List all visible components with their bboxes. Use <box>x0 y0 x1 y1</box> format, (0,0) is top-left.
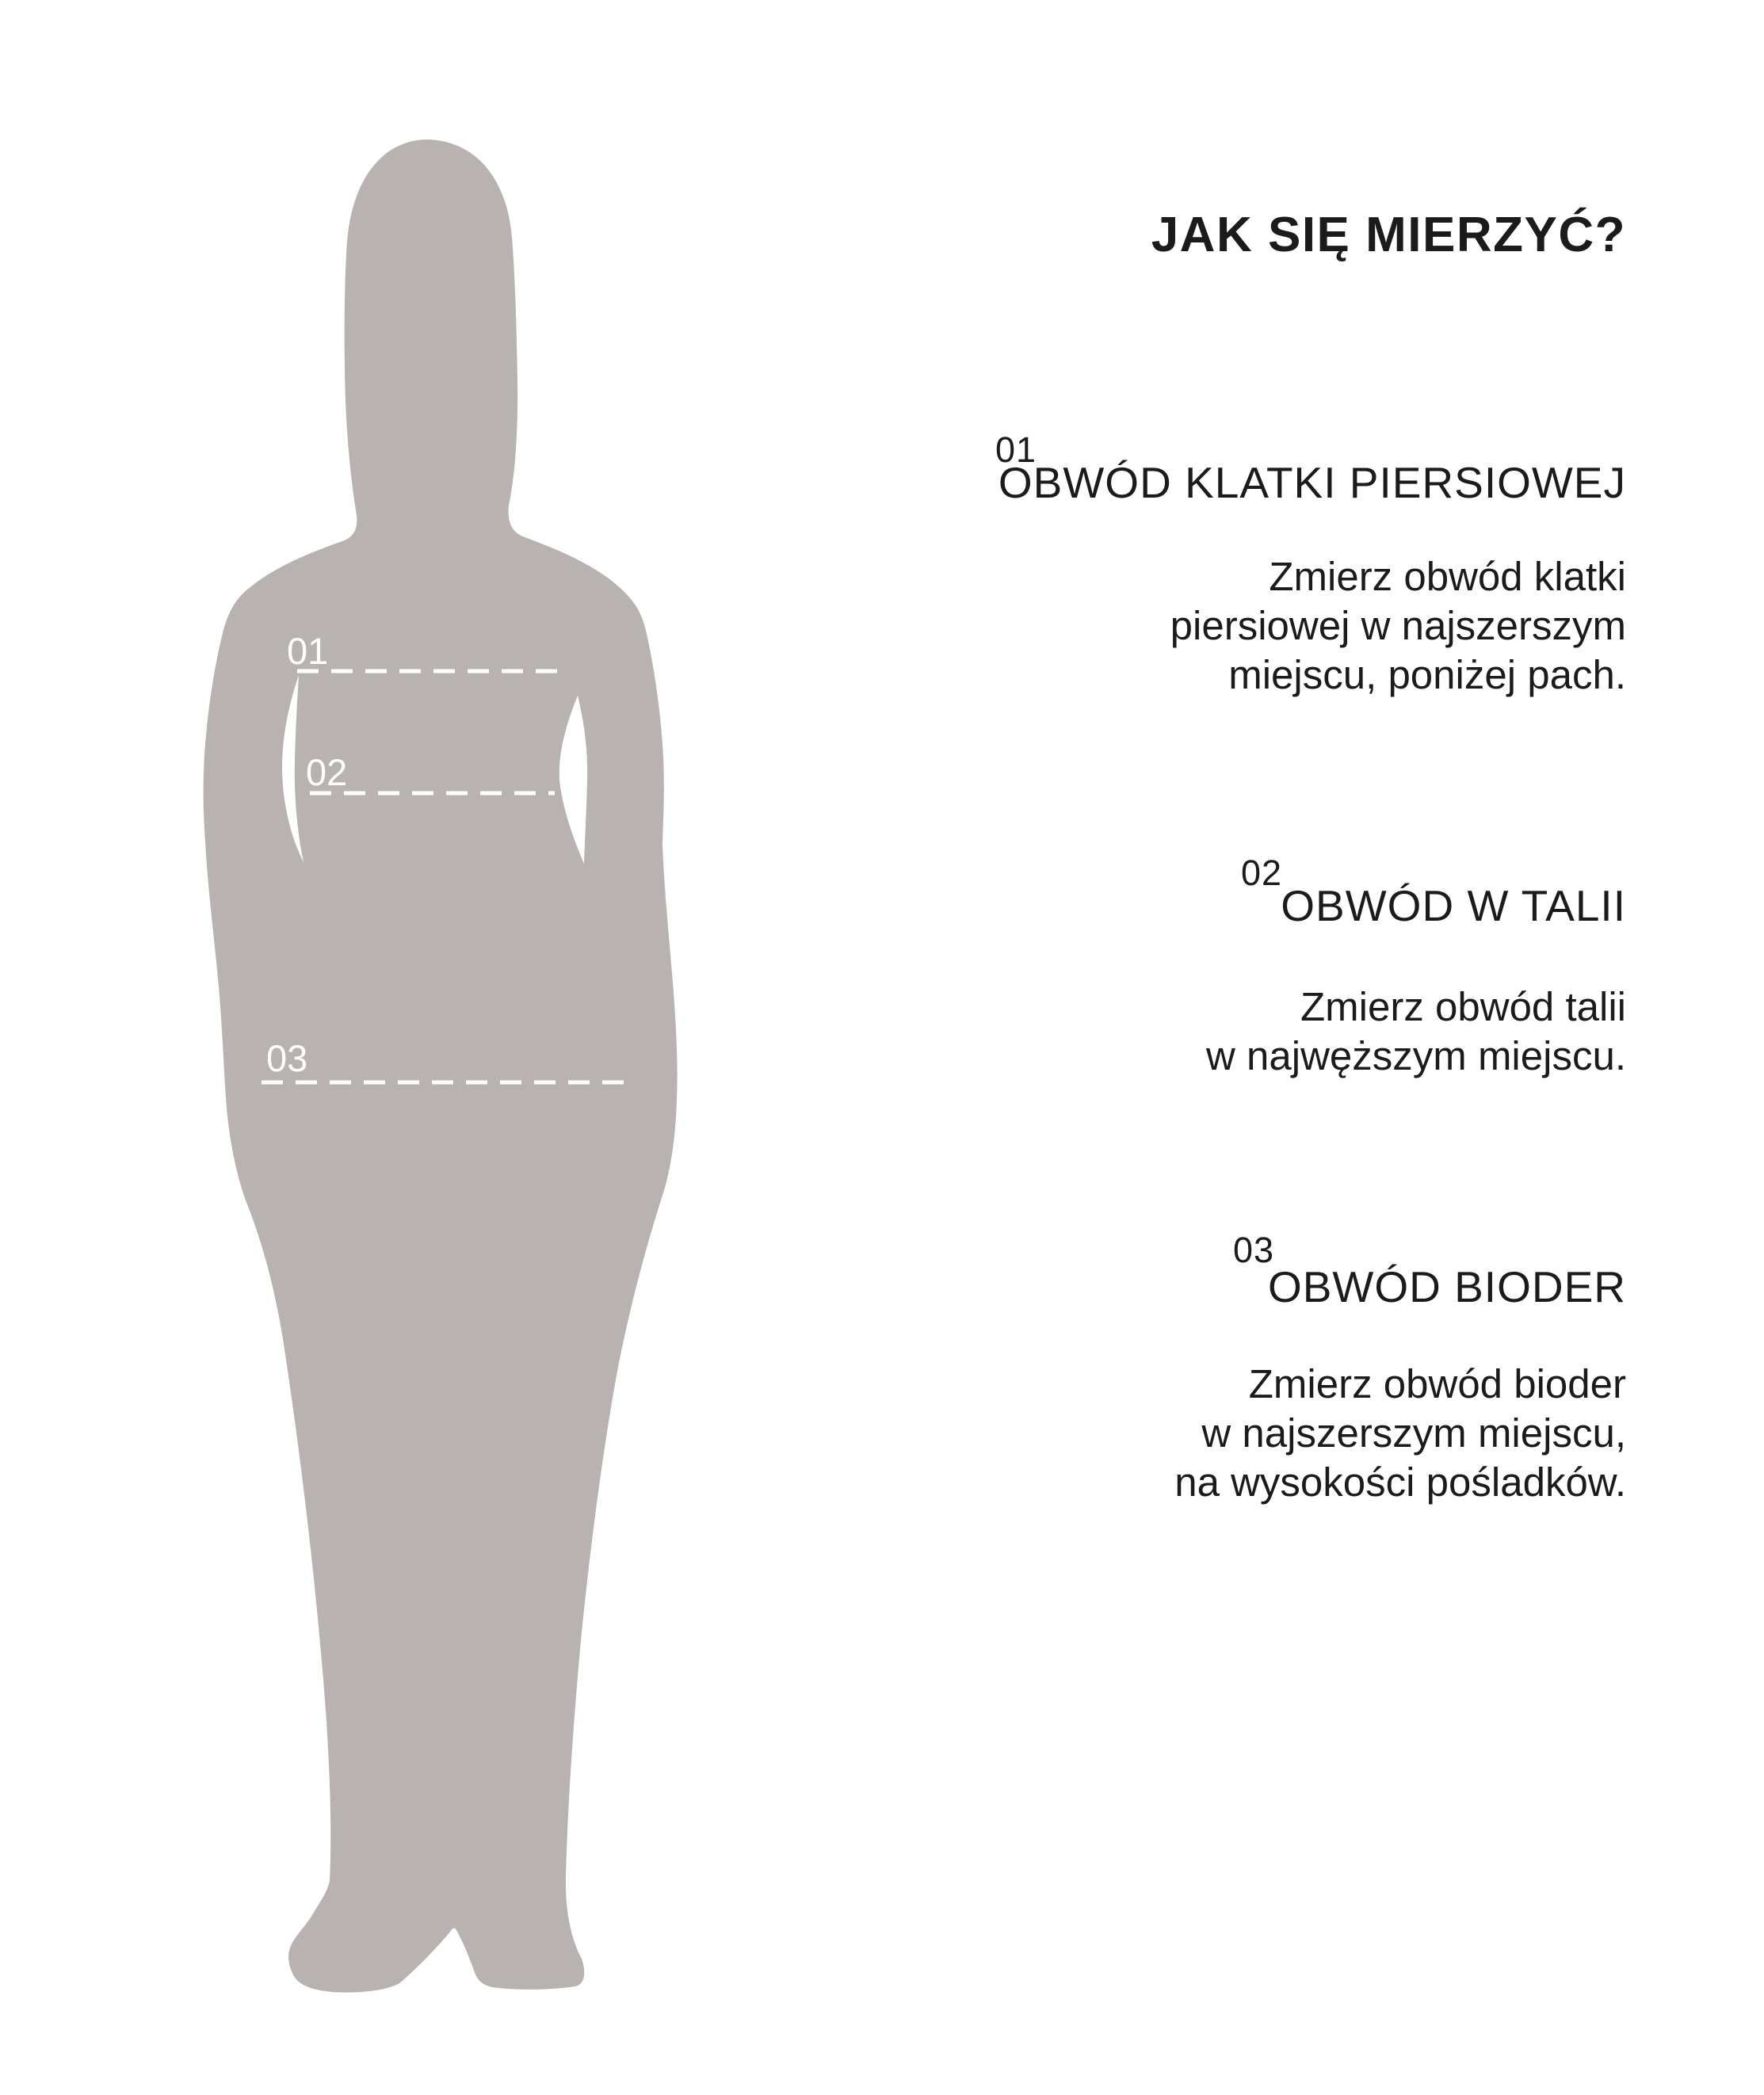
body-line: w najwęższym miejscu. <box>1206 1033 1626 1078</box>
body-line: miejscu, poniżej pach. <box>1228 652 1626 697</box>
body-line: piersiowej w najszerszym <box>1170 603 1626 648</box>
section-waist-body <box>1206 983 1626 1081</box>
page-title: JAK SIĘ MIERZYĆ? <box>1151 208 1626 262</box>
measure-label-02: 02 <box>306 751 348 793</box>
body-line: w najszerszym miejscu, <box>1201 1410 1626 1456</box>
body-line: Zmierz obwód talii <box>1300 984 1626 1029</box>
section-hips-heading: OBWÓD BIODER <box>1267 1262 1626 1311</box>
section-waist-number: 02 <box>1241 853 1283 893</box>
body-line: Zmierz obwód bioder <box>1248 1361 1626 1406</box>
section-chest-body <box>1170 552 1626 700</box>
section-chest-heading: OBWÓD KLATKI PIERSIOWEJ <box>998 458 1626 507</box>
section-hips-body <box>1174 1360 1626 1507</box>
section-chest-number: 01 <box>995 429 1037 470</box>
body-line: Zmierz obwód klatki <box>1269 554 1626 599</box>
body-line: na wysokości pośladków. <box>1174 1460 1626 1505</box>
measure-label-03: 03 <box>266 1037 308 1079</box>
section-waist-heading: OBWÓD W TALII <box>1281 881 1626 930</box>
section-hips-number: 03 <box>1233 1230 1275 1270</box>
measure-label-01: 01 <box>287 630 329 672</box>
